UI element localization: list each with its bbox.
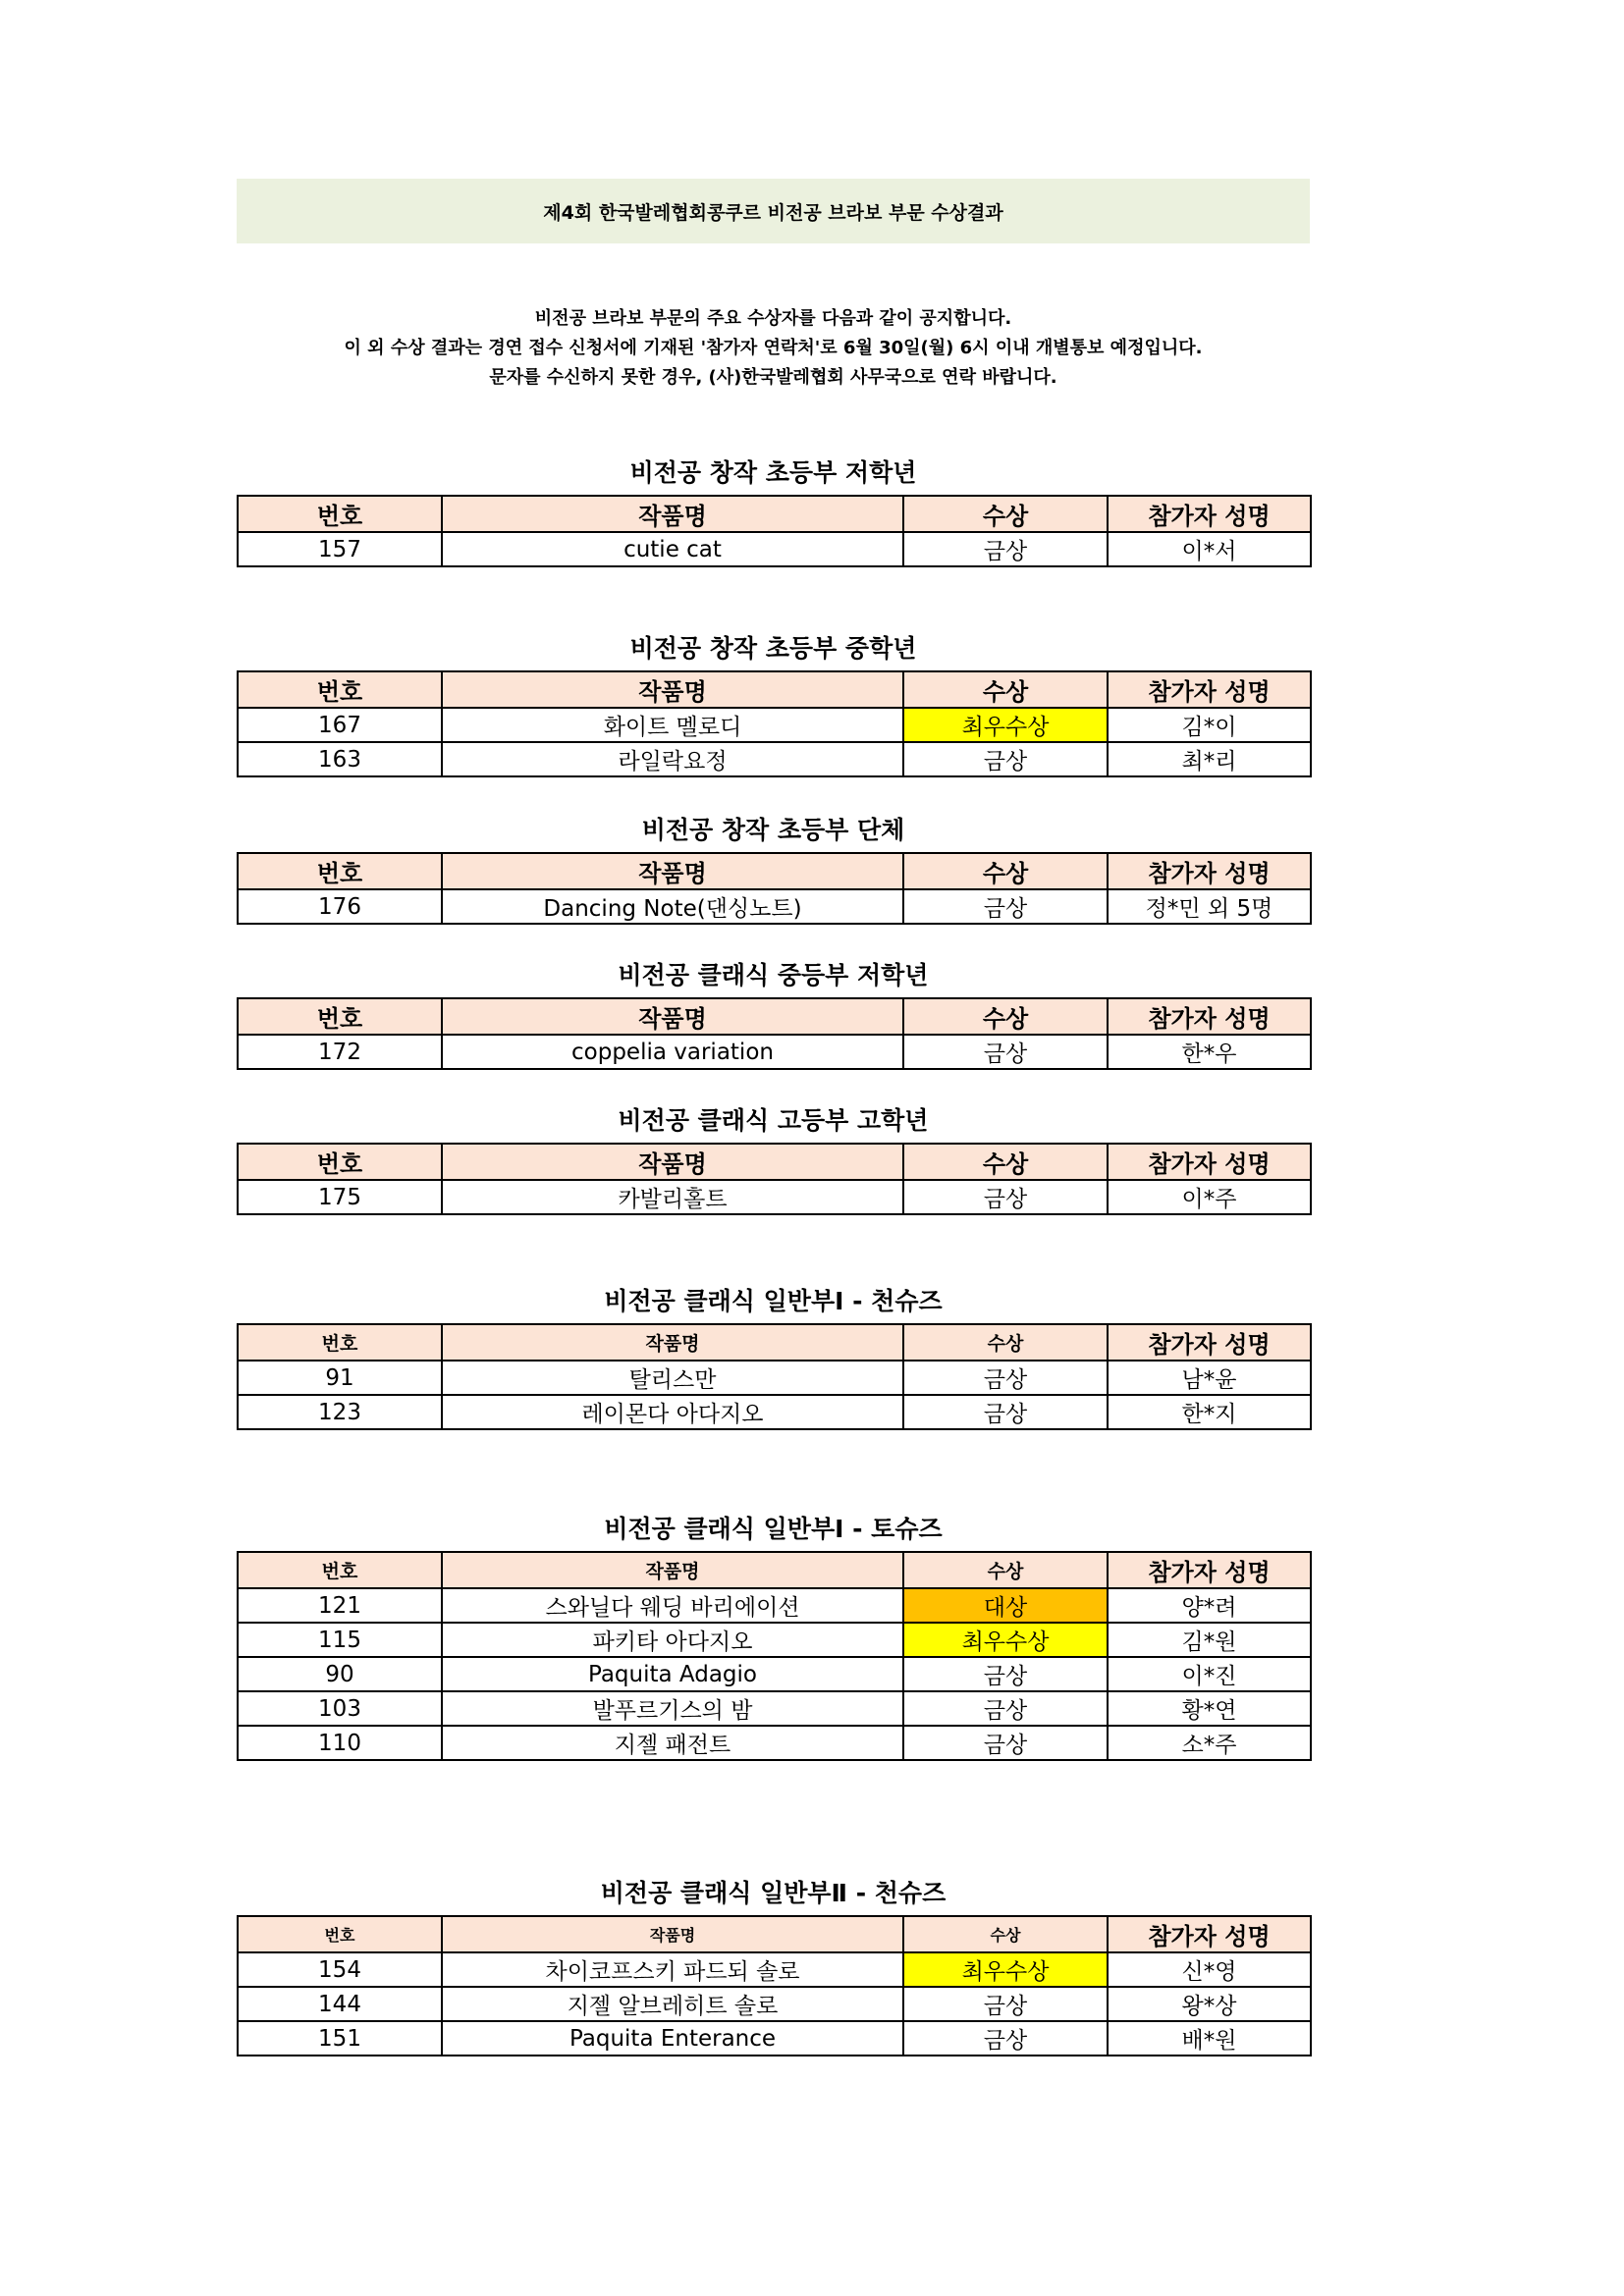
cell-award-highlight: 최우수상 <box>903 1952 1108 1987</box>
cell-work: Dancing Note(댄싱노트) <box>442 889 903 924</box>
cell-name: 신*영 <box>1108 1952 1311 1987</box>
cell-name: 황*연 <box>1108 1691 1311 1726</box>
col-header-name: 참가자 성명 <box>1108 1144 1311 1180</box>
col-header-no: 번호 <box>238 1144 442 1180</box>
notice-block <box>237 304 1310 393</box>
col-header-work: 작품명 <box>442 1144 903 1180</box>
cell-no: 176 <box>238 889 442 924</box>
cell-no: 121 <box>238 1588 442 1623</box>
col-header-no: 번호 <box>238 1916 442 1952</box>
col-header-award: 수상 <box>903 853 1108 889</box>
results-section <box>237 1508 1310 1761</box>
col-header-name: 참가자 성명 <box>1108 853 1311 889</box>
results-section <box>237 1280 1310 1430</box>
cell-work: 지젤 알브레히트 솔로 <box>442 1987 903 2021</box>
results-table <box>237 1143 1312 1215</box>
col-header-work: 작품명 <box>442 853 903 889</box>
cell-work: Paquita Adagio <box>442 1657 903 1691</box>
table-row <box>238 742 1311 776</box>
results-section <box>237 954 1310 1070</box>
results-table <box>237 1323 1312 1430</box>
col-header-name: 참가자 성명 <box>1108 1916 1311 1952</box>
cell-no: 123 <box>238 1395 442 1429</box>
col-header-name: 참가자 성명 <box>1108 671 1311 708</box>
col-header-no: 번호 <box>238 1324 442 1361</box>
cell-name: 이*서 <box>1108 532 1311 566</box>
cell-no: 115 <box>238 1623 442 1657</box>
section-title: 비전공 창작 초등부 단체 <box>641 816 905 844</box>
cell-name: 양*려 <box>1108 1588 1311 1623</box>
section-title: 비전공 클래식 중등부 저학년 <box>618 961 929 989</box>
cell-name: 최*리 <box>1108 742 1311 776</box>
results-section <box>237 452 1310 567</box>
header-row <box>238 1552 1311 1588</box>
col-header-work: 작품명 <box>442 1916 903 1952</box>
table-row <box>238 2021 1311 2056</box>
cell-no: 103 <box>238 1691 442 1726</box>
table-row <box>238 1691 1311 1726</box>
col-header-award: 수상 <box>903 671 1108 708</box>
header-row <box>238 671 1311 708</box>
cell-work: 라일락요정 <box>442 742 903 776</box>
cell-work: cutie cat <box>442 532 903 566</box>
header-row <box>238 1324 1311 1361</box>
cell-name: 왕*상 <box>1108 1987 1311 2021</box>
col-header-work: 작품명 <box>442 1324 903 1361</box>
table-row <box>238 889 1311 924</box>
cell-name: 한*우 <box>1108 1035 1311 1069</box>
cell-work: coppelia variation <box>442 1035 903 1069</box>
col-header-work: 작품명 <box>442 998 903 1035</box>
cell-work: 지젤 패전트 <box>442 1726 903 1760</box>
table-row <box>238 532 1311 566</box>
col-header-work: 작품명 <box>442 496 903 532</box>
cell-name: 남*윤 <box>1108 1361 1311 1395</box>
col-header-no: 번호 <box>238 671 442 708</box>
table-row <box>238 1952 1311 1987</box>
cell-no: 172 <box>238 1035 442 1069</box>
cell-award: 금상 <box>903 2021 1108 2056</box>
col-header-award: 수상 <box>903 1324 1108 1361</box>
cell-award: 금상 <box>903 889 1108 924</box>
cell-name: 배*원 <box>1108 2021 1311 2056</box>
col-header-award: 수상 <box>903 1916 1108 1952</box>
col-header-no: 번호 <box>238 1552 442 1588</box>
col-header-name: 참가자 성명 <box>1108 1552 1311 1588</box>
document-title-banner <box>237 179 1310 243</box>
notice-line: 비전공 브라보 부문의 주요 수상자를 다음과 같이 공지합니다. <box>534 308 1012 329</box>
cell-award-highlight: 최우수상 <box>903 1623 1108 1657</box>
cell-work: 탈리스만 <box>442 1361 903 1395</box>
cell-award: 금상 <box>903 1395 1108 1429</box>
cell-work: 화이트 멜로디 <box>442 708 903 742</box>
cell-no: 163 <box>238 742 442 776</box>
col-header-work: 작품명 <box>442 671 903 708</box>
notice-line: 문자를 수신하지 못한 경우, (사)한국발레협회 사무국으로 연락 바랍니다. <box>489 367 1057 388</box>
cell-work: 차이코프스키 파드되 솔로 <box>442 1952 903 1987</box>
table-row <box>238 708 1311 742</box>
cell-no: 157 <box>238 532 442 566</box>
results-section <box>237 627 1310 777</box>
table-row <box>238 1361 1311 1395</box>
results-section <box>237 809 1310 925</box>
cell-work: 스와닐다 웨딩 바리에이션 <box>442 1588 903 1623</box>
col-header-award: 수상 <box>903 1552 1108 1588</box>
section-title: 비전공 클래식 일반부Ⅰ - 토슈즈 <box>604 1515 943 1543</box>
cell-name: 김*이 <box>1108 708 1311 742</box>
table-row <box>238 1395 1311 1429</box>
cell-award-highlight: 대상 <box>903 1588 1108 1623</box>
cell-work: Paquita Enterance <box>442 2021 903 2056</box>
results-table <box>237 495 1312 567</box>
cell-name: 이*진 <box>1108 1657 1311 1691</box>
table-row <box>238 1623 1311 1657</box>
col-header-name: 참가자 성명 <box>1108 1324 1311 1361</box>
table-row <box>238 1588 1311 1623</box>
cell-award: 금상 <box>903 1691 1108 1726</box>
document-title: 제4회 한국발레협회콩쿠르 비전공 브라보 부문 수상결과 <box>543 201 1003 224</box>
cell-name: 정*민 외 5명 <box>1108 889 1311 924</box>
section-title: 비전공 창작 초등부 저학년 <box>629 458 917 487</box>
results-table <box>237 997 1312 1070</box>
cell-award-highlight: 최우수상 <box>903 708 1108 742</box>
cell-award: 금상 <box>903 1987 1108 2021</box>
cell-no: 151 <box>238 2021 442 2056</box>
cell-award: 금상 <box>903 532 1108 566</box>
col-header-award: 수상 <box>903 1144 1108 1180</box>
col-header-award: 수상 <box>903 998 1108 1035</box>
table-row <box>238 1987 1311 2021</box>
cell-no: 91 <box>238 1361 442 1395</box>
results-table <box>237 1915 1312 2056</box>
results-table <box>237 1551 1312 1761</box>
cell-name: 소*주 <box>1108 1726 1311 1760</box>
table-row <box>238 1180 1311 1214</box>
cell-name: 이*주 <box>1108 1180 1311 1214</box>
cell-no: 154 <box>238 1952 442 1987</box>
cell-work: 카발리홀트 <box>442 1180 903 1214</box>
cell-work: 파키타 아다지오 <box>442 1623 903 1657</box>
results-table <box>237 670 1312 777</box>
results-section <box>237 1099 1310 1215</box>
header-row <box>238 1144 1311 1180</box>
cell-award: 금상 <box>903 1361 1108 1395</box>
header-row <box>238 496 1311 532</box>
cell-award: 금상 <box>903 742 1108 776</box>
cell-no: 167 <box>238 708 442 742</box>
section-title: 비전공 클래식 일반부Ⅱ - 천슈즈 <box>600 1879 947 1907</box>
header-row <box>238 1916 1311 1952</box>
col-header-no: 번호 <box>238 853 442 889</box>
col-header-no: 번호 <box>238 998 442 1035</box>
section-title: 비전공 클래식 고등부 고학년 <box>618 1106 929 1135</box>
col-header-award: 수상 <box>903 496 1108 532</box>
cell-no: 90 <box>238 1657 442 1691</box>
col-header-no: 번호 <box>238 496 442 532</box>
cell-name: 김*원 <box>1108 1623 1311 1657</box>
col-header-name: 참가자 성명 <box>1108 998 1311 1035</box>
results-table <box>237 852 1312 925</box>
cell-work: 발푸르기스의 밤 <box>442 1691 903 1726</box>
col-header-name: 참가자 성명 <box>1108 496 1311 532</box>
cell-award: 금상 <box>903 1657 1108 1691</box>
section-title: 비전공 클래식 일반부Ⅰ - 천슈즈 <box>604 1287 943 1315</box>
cell-no: 175 <box>238 1180 442 1214</box>
header-row <box>238 853 1311 889</box>
header-row <box>238 998 1311 1035</box>
cell-award: 금상 <box>903 1180 1108 1214</box>
section-title: 비전공 창작 초등부 중학년 <box>629 634 917 663</box>
table-row <box>238 1726 1311 1760</box>
notice-line: 이 외 수상 결과는 경연 접수 신청서에 기재된 '참가자 연락처'로 6월 30일(월) 6시 이내 개별통보 예정입니다. <box>344 338 1203 358</box>
cell-award: 금상 <box>903 1035 1108 1069</box>
table-row <box>238 1657 1311 1691</box>
results-section <box>237 1872 1310 2056</box>
cell-no: 144 <box>238 1987 442 2021</box>
col-header-work: 작품명 <box>442 1552 903 1588</box>
cell-no: 110 <box>238 1726 442 1760</box>
cell-work: 레이몬다 아다지오 <box>442 1395 903 1429</box>
cell-award: 금상 <box>903 1726 1108 1760</box>
cell-name: 한*지 <box>1108 1395 1311 1429</box>
table-row <box>238 1035 1311 1069</box>
